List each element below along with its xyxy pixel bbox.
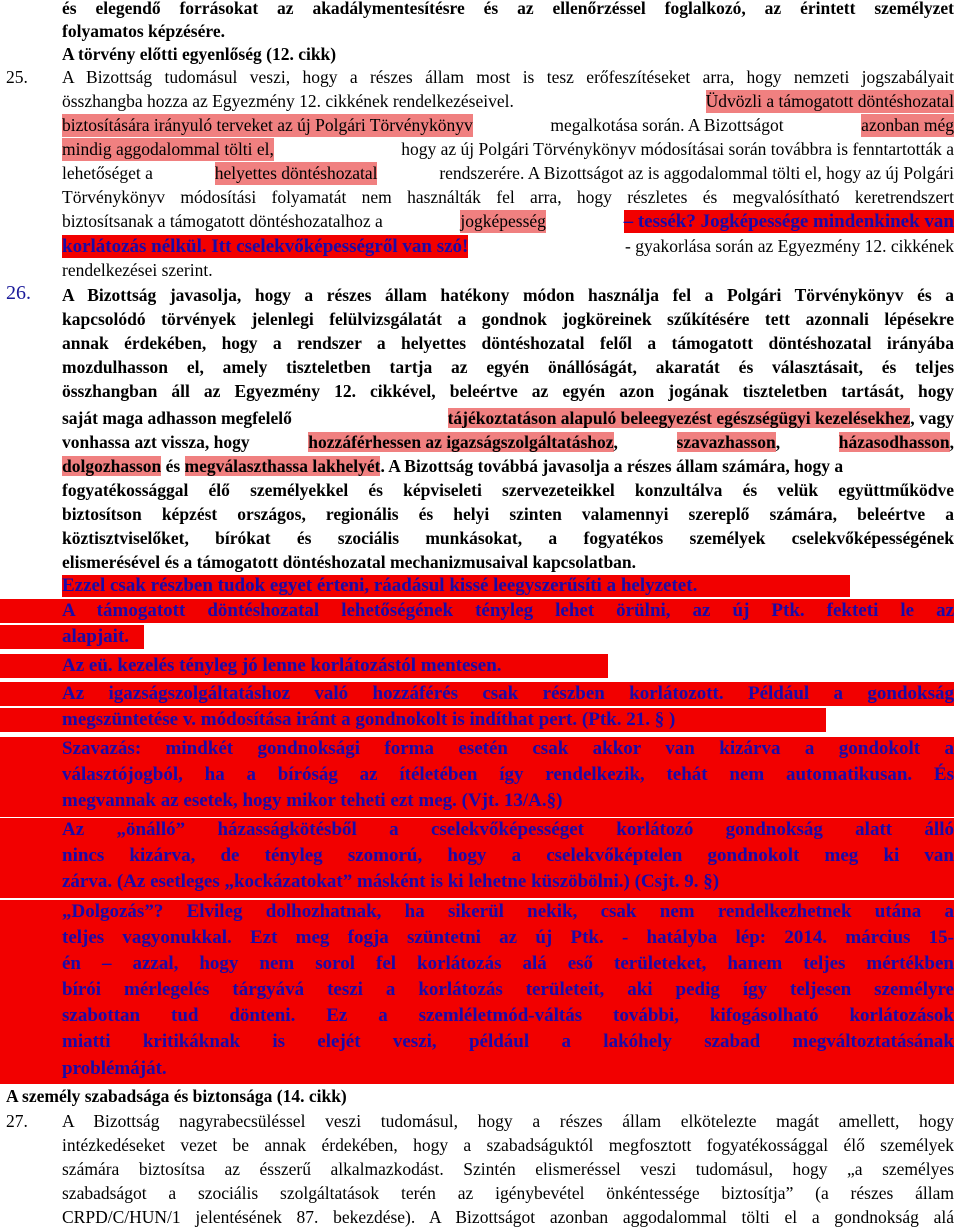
comment-line-2b: alapjait. — [62, 626, 130, 647]
comment-line-6b: nincs kizárva, de tényleg szomorú, hogy a cselekvőképtelen gondnokolt meg ki van — [62, 845, 954, 866]
p25-line-1: A Bizottság tudomásul veszi, hogy a részes állam most is tesz erőfeszítéseket arra, hogy nemzeti jogszabályait — [62, 67, 954, 87]
p25-line-8-b: - gyakorlása során az Egyezmény 12. cikkének — [625, 236, 954, 256]
comment-line-7f: miatti kritikáknak is elejét veszi, például a lakóhely szabad megváltoztatásának — [62, 1031, 954, 1052]
paragraph-number-27: 27. — [6, 1111, 28, 1131]
p25-highlight-plans: biztosítására irányuló terveket az új Polgári Törvénykönyv — [62, 115, 473, 135]
p26-line-11: köztisztviselőket, bírókat és szociális munkásokat, a fogyatékos személyek cselekvőképességének — [62, 528, 954, 548]
p26-line-5: összhangban áll az Egyezmény 12. cikkével, beleértve az egyén azon jogának tiszteletben tartását, hogy — [62, 381, 954, 401]
p25-line-6: Törvénykönyv módosítási folyamatát nem használták fel arra, hogy részletes és megvalósítható keretrendszert — [62, 187, 954, 207]
comment-line-5b: választójogból, ha a bíróság az ítéletében így rendelkezik, tehát nem automatikusan. És — [62, 764, 954, 785]
p26-line-2: kapcsolódó törvények jelenlegi felülvizsgálatát a gondnok jogköreinek szűkítésére tett azonnali lépésekre — [62, 309, 954, 329]
p27-line-4: szabadságot a szociális szolgáltatások terén az igénybevétel önkéntessége biztosítja” (a részes állam — [62, 1183, 954, 1203]
comment-line-7e: szabottan tud dönteni. Ez a szemléletmód-váltás további, kifogásolható korlátozások — [62, 1005, 954, 1026]
comment-line-5a: Szavazás: mindkét gondnoksági forma esetén csak akkor van kizárva a gondokolt a — [62, 738, 954, 759]
p26-line-7: vonhassa azt vissza, hogy hozzáférhessen az igazságszolgáltatáshoz, szavazhasson, házasodhasson, — [62, 432, 954, 452]
p26-highlight-work: dolgozhasson — [62, 456, 162, 476]
p26-line-8 — [62, 455, 843, 478]
p25-highlight-substitute: helyettes döntéshozatal — [214, 163, 378, 183]
p25-line-3-text: megalkotása során. A Bizottságot — [550, 115, 784, 135]
p26-highlight-vote: szavazhasson — [676, 432, 776, 452]
p26-line-6-a: saját maga adhasson megfelelő — [62, 408, 292, 428]
comment-line-1: Ezzel csak részben tudok egyet érteni, ráadásul kissé leegyszerűsíti a helyzetet. — [62, 575, 698, 596]
p26-line-12: elismerésével és a támogatott döntéshozatal mechanizmusaival kapcsolatban. — [62, 552, 637, 572]
p25-line-2 — [62, 90, 954, 113]
comment-line-6a: Az „önálló” házasságkötésből a cselekvőképességet korlátozó gondnokság alatt álló — [62, 819, 954, 840]
p27-line-3: számára biztosítsa az ésszerű alkalmazkodást. Szintén elismeréssel veszi tudomásul, hogy „a személyes — [62, 1159, 954, 1179]
paragraph-number-26: 26. — [6, 282, 31, 304]
p26-line-9: fogyatékossággal élő személyekkel és képviseleti szervezeteikkel konzultálva és velük együttműködve — [62, 480, 954, 500]
p26-line-8-and: és — [165, 456, 181, 476]
comment-line-6c: zárva. (Az esetleges „kockázatokat” másként is ki lehetne küszöbölni.) (Csjt. 9. §) — [62, 871, 720, 892]
p25-comment-inline-2: korlátozás nélkül. Itt cselekvőképességről van szó! — [62, 236, 469, 257]
p25-line-3 — [62, 114, 954, 137]
p25-line-9: rendelkezései szerint. — [62, 260, 213, 280]
intro-line-2: folyamatos képzésére. — [62, 21, 225, 41]
p25-highlight-concern: mindig aggodalommal tölti el, — [62, 139, 274, 159]
p25-line-7-a: biztosítsanak a támogatott döntéshozatalhoz a — [62, 211, 383, 231]
p27-line-5: CRPD/C/HUN/1 jelentésének 87. bekezdése). A Bizottságot azonban aggodalommal tölti el a gondnokság alá — [62, 1207, 954, 1227]
p25-line-7 — [62, 210, 954, 233]
p26-highlight-consent: tájékoztatáson alapuló beleegyezést egészségügyi kezelésekhez — [447, 408, 911, 428]
section-heading-12: A törvény előtti egyenlőség (12. cikk) — [62, 44, 337, 64]
p25-line-4-text: hogy az új Polgári Törvénykönyv módosításai során továbbra is fenntartották a — [401, 139, 954, 159]
comment-line-4a: Az igazságszolgáltatáshoz való hozzáférés csak részben korlátozott. Például a gondokság — [62, 683, 954, 704]
p26-line-1: A Bizottság javasolja, hogy a részes állam hatékony módon használja fel a Polgári Törvénykönyv és a — [62, 285, 954, 305]
p26-line-6 — [62, 407, 954, 430]
p25-line-8 — [62, 235, 954, 258]
p25-line-4 — [62, 138, 954, 161]
p26-highlight-residence: megválaszthassa lakhelyét — [184, 456, 381, 476]
paragraph-number-25: 25. — [6, 67, 28, 87]
p27-line-2: intézkedéseket vezet be annak érdekében, hogy a szabadságuktól megfosztott fogyatékossággal élő személyek — [62, 1135, 954, 1155]
comment-line-7g: problémáját. — [62, 1058, 167, 1079]
p25-highlight-welcome: Üdvözli a támogatott döntéshozatal — [705, 91, 954, 111]
p26-line-8-b: . A Bizottság továbbá javasolja a részes állam számára, hogy a — [380, 456, 844, 476]
p25-line-5 — [62, 162, 954, 185]
comment-line-5c: megvannak az esetek, hogy mikor teheti ezt meg. (Vjt. 13/A.§) — [62, 790, 563, 811]
p26-line-7-a: vonhassa azt vissza, hogy — [62, 432, 250, 452]
comment-line-3: Az eü. kezelés tényleg jó lenne korlátozástól mentesen. — [62, 655, 502, 676]
comment-line-7b: teljes vagyonukkal. Ezt meg fogja szüntetni az új Ptk. - hatályba lép: 2014. március 15- — [62, 927, 954, 948]
section-heading-14: A személy szabadsága és biztonsága (14. cikk) — [6, 1086, 347, 1106]
p27-line-1: A Bizottság nagyrabecsüléssel veszi tudomásul, hogy a részes állam elkötelezte magát amellett, hogy — [62, 1111, 954, 1131]
p25-line-5-a: lehetőséget a — [62, 163, 153, 183]
p25-comment-inline-1: – tessék? Jogképessége mindenkinek van — [623, 211, 954, 232]
p26-line-3: annak érdekében, hogy a rendszer a helyettes döntéshozatal felől a támogatott döntéshozatal irányába — [62, 333, 954, 353]
p26-line-6-b: , vagy — [910, 408, 954, 428]
p26-line-4: mozdulhasson el, amely tiszteletben tartja az egyén önállóságát, akaratát és választásait, és teljes — [62, 357, 954, 377]
p25-line-2-text: összhangba hozza az Egyezmény 12. cikkének rendelkezéseivel. — [62, 91, 514, 111]
p26-highlight-justice: hozzáférhessen az igazságszolgáltatáshoz — [308, 432, 614, 452]
comment-line-7a: „Dolgozás”? Elvileg dolhozhatnak, ha sikerül nekik, csak nem rendelkezhetnek utána a — [62, 901, 954, 922]
comment-line-4b: megszüntetése v. módosítása iránt a gondnokolt is indíthat pert. (Ptk. 21. § ) — [62, 709, 676, 730]
comment-line-2a: A támogatott döntéshozatal lehetőségének tényleg lehet örülni, az új Ptk. fekteti le az — [62, 600, 954, 621]
p26-line-10: biztosítson képzést országos, regionális és helyi szinten valamennyi szereplő számára, beleértve a — [62, 504, 954, 524]
intro-line-1: és elegendő forrásokat az akadálymentesítésre és az ellenőrzéssel foglalkozó, az érintett személyzet — [62, 0, 954, 18]
p26-highlight-marry: házasodhasson — [838, 432, 950, 452]
p25-line-5-b: rendszerére. A Bizottságot az is aggodalommal tölti el, hogy az új Polgári — [439, 163, 954, 183]
comment-line-7d: bírói mérlegelés tárgyává teszi a korlátozás területeit, aki pedig így teljesen személyre — [62, 979, 954, 1000]
p25-highlight-legal-capacity: jogképesség — [460, 211, 546, 231]
comment-line-7c: én – azzal, hogy nem sorol fel korlátozás alá eső területeket, hanem teljes mértékben — [62, 953, 954, 974]
p25-highlight-however: azonban még — [861, 115, 954, 135]
